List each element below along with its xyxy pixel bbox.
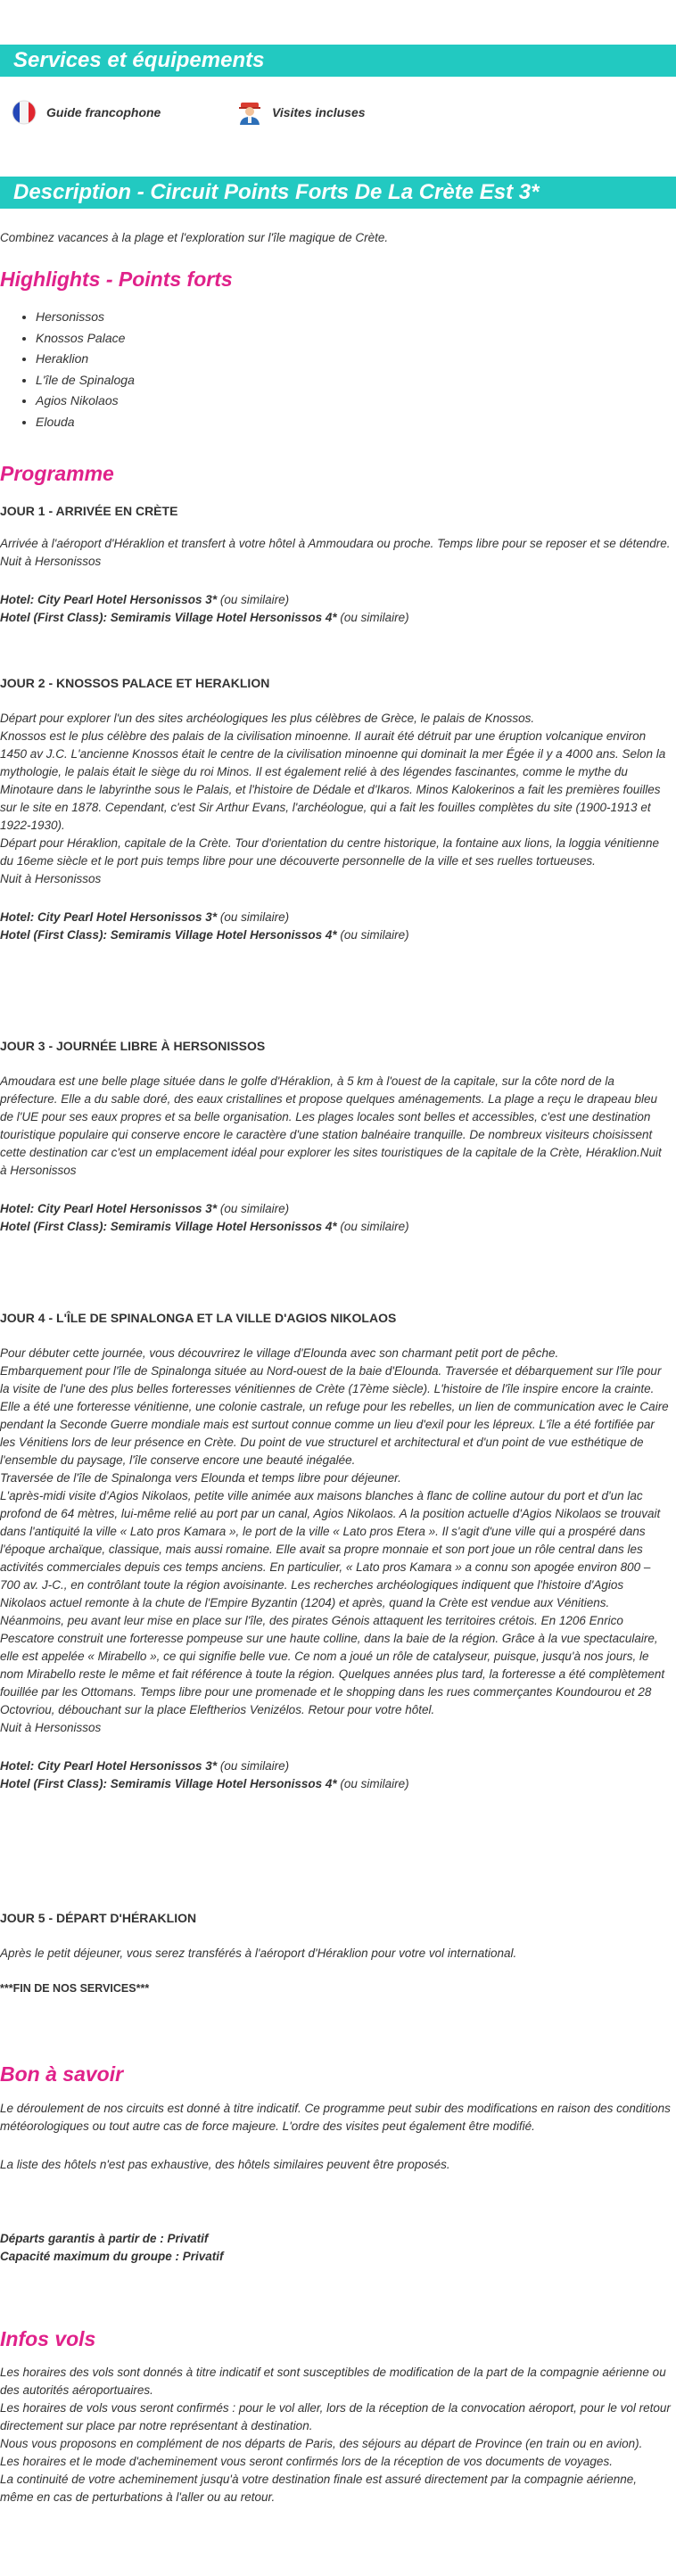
infos-vols-line: Les horaires et le mode d'acheminement vous seront confirmés lors de la réception de vos documents de voyages.	[0, 2455, 613, 2468]
hotel-line	[0, 926, 671, 944]
hotel-name: Hotel (First Class): Semiramis Village Hotel Hersonissos 4*	[0, 611, 337, 624]
bon-a-savoir-text: La liste des hôtels n'est pas exhaustive, des hôtels similaires peuvent être proposés.	[0, 2158, 450, 2171]
hotel-name: Hotel: City Pearl Hotel Hersonissos 3*	[0, 1202, 218, 1215]
day-1-body	[0, 535, 671, 627]
day-text: Arrivée à l'aéroport d'Héraklion et transfert à votre hôtel à Ammoudara ou proche. Temps libre pour se reposer et se détendre. Nuit à Hersonissos	[0, 537, 671, 568]
infos-vols-body	[0, 2364, 671, 2506]
or-similar: (ou similaire)	[336, 1777, 409, 1790]
day-text: Départ pour explorer l'un des sites archéologiques les plus célèbres de Grèce, le palais de Knossos.	[0, 712, 535, 725]
day-2-body	[0, 710, 671, 944]
infos-vols-line: Les horaires des vols sont donnés à titre indicatif et sont susceptibles de modification de la part de la compagnie aérienne ou des autorités aéroportuaires.	[0, 2366, 666, 2397]
day-1-title: JOUR 1 - ARRIVÉE EN CRÈTE	[0, 504, 178, 518]
service-visites-incluses	[236, 98, 366, 127]
hotel-name: Hotel (First Class): Semiramis Village Hotel Hersonissos 4*	[0, 1220, 337, 1233]
day-4-body	[0, 1345, 671, 1793]
capacite-maximum: Capacité maximum du groupe : Privatif	[0, 2250, 224, 2263]
infos-vols-line: Nous vous proposons en complément de nos départs de Paris, des séjours au départ de Province (en train ou en avion).	[0, 2437, 643, 2450]
day-4-title: JOUR 4 - L'ÎLE DE SPINALONGA ET LA VILLE D'AGIOS NIKOLAOS	[0, 1311, 397, 1325]
end-of-services-note: ***FIN DE NOS SERVICES***	[0, 1982, 150, 1995]
list-item: • Heraklion	[36, 349, 135, 370]
day-text: Amoudara est une belle plage située dans le golfe d'Héraklion, à 5 km à l'ouest de la capitale, sur la côte nord de la préfecture. Elle a du sable doré, des eaux cristallines et propose quelques aménagements. La plage a reçu le drapeau bleu de l'UE pour ses eaux propres et sa belle organisation. Les plages locales sont belles et accessibles, c'est une destination touristique populaire qui conserve encore le caractère d'une station balnéaire tranquille. De nombreux visiteurs choisissent cette destination car c'est un emplacement idéal pour explorer les sites touristiques de la capitale de la Crète, Héraklion.Nuit à Hersonissos	[0, 1074, 662, 1177]
day-2-title: JOUR 2 - KNOSSOS PALACE ET HERAKLION	[0, 676, 270, 690]
list-item: • Elouda	[36, 412, 135, 433]
hotel-name: Hotel: City Pearl Hotel Hersonissos 3*	[0, 910, 218, 924]
description-header: Description - Circuit Points Forts De La Crète Est 3*	[0, 177, 676, 209]
or-similar: (ou similaire)	[217, 593, 290, 606]
hotel-line	[0, 909, 671, 926]
day-5-body	[0, 1945, 671, 1963]
list-item: • Knossos Palace	[36, 328, 135, 350]
or-similar: (ou similaire)	[336, 1220, 409, 1233]
list-item: • Agios Nikolaos	[36, 391, 135, 412]
day-text: L'après-midi visite d'Agios Nikolaos, petite ville animée aux maisons blanches à flanc de colline autour du port et d'un lac profond de 64 mètres, lui-même relié au port par un canal, Agios Nikolaos. A la position actuelle d'Agios Nikolaos se trouvait dans l'antiquité la ville « Lato pros Kamara », le port de la ville « Lato pros Etera ». Il s'agit d'une ville qui a prospéré dans l'époque archaïque, classique, mais aussi romaine. Elle avait sa propre monnaie et son port joue un rôle central dans les activités commerciales depuis ces temps anciens. En particulier, « Lato pros Kamara » a connu son apogée environ 800 – 700 av. J-C., en contrôlant toute la région avoisinante. Les recherches archéologiques indiquent que l'histoire d'Agios Nikolaos actuel remonte à la chute de l'Empire Byzantin (1204) et après, quand la Crète est vendue aux Vénitiens. Néanmoins, peu avant leur mise en place sur l'île, des pirates Génois attaquent les territoires crétois. En 1206 Enrico Pescatore construit une forteresse pompeuse sur une haute colline, dans la baie de la région. Grâce à la vue spectaculaire, elle est appelée « Mirabello », ce qui signifie belle vue. Ce nom a joué un rôle de catalyseur, puisque, jusqu'à nos jours, le nom Mirabello reste le même et fait référence à toute la région. Quelques années plus tard, la forteresse a été complètement fouillée par les Ottomans. Temps libre pour une promenade et le shopping dans les rues commerçantes Koundourou et 28 Octovriou, débouchant sur la place Eleftherios Venizélos. Retour pour votre hôtel.	[0, 1489, 665, 1716]
day-text: Nuit à Hersonissos	[0, 1721, 102, 1734]
hotel-name: Hotel (First Class): Semiramis Village Hotel Hersonissos 4*	[0, 1777, 337, 1790]
day-text: Embarquement pour l'île de Spinalonga située au Nord-ouest de la baie d'Elounda. Traversée et débarquement sur l'île pour la visite de l'une des plus belles forteresses vénitiennes de Crète (17ème siècle). L'histoire de l'île inspire encore la crainte. Elle a été une forteresse vénitienne, une colonie castrale, un refuge pour les rebelles, un lien de communication avec le Caire pendant la Seconde Guerre mondiale mais est surtout connue comme un lieu d'exil pour les lépreux. L'île a été fortifiée par les Vénitiens lors de leur présence en Crète. Du point de vue structurel et architectural et d'un point de vue esthétique de l'ensemble du paysage, l'île conserve encore une beauté inégalée.	[0, 1364, 669, 1467]
hotel-name: Hotel (First Class): Semiramis Village Hotel Hersonissos 4*	[0, 928, 337, 942]
hotel-name: Hotel: City Pearl Hotel Hersonissos 3*	[0, 593, 218, 606]
day-text: Nuit à Hersonissos	[0, 872, 102, 885]
or-similar: (ou similaire)	[217, 1202, 290, 1215]
bon-a-savoir-body	[0, 2100, 671, 2174]
departs-garantis: Départs garantis à partir de : Privatif	[0, 2232, 209, 2245]
hotel-line	[0, 1775, 671, 1793]
list-item: • Hersonissos	[36, 307, 135, 328]
highlights-heading: Highlights - Points forts	[0, 267, 233, 291]
or-similar: (ou similaire)	[217, 910, 290, 924]
day-text: Après le petit déjeuner, vous serez transférés à l'aéroport d'Héraklion pour votre vol international.	[0, 1946, 517, 1960]
service-label: Visites incluses	[272, 105, 366, 119]
hotel-line	[0, 609, 671, 627]
service-label: Guide francophone	[46, 105, 161, 119]
list-item: • L'île de Spinaloga	[36, 370, 135, 391]
infos-vols-line: Les horaires de vols vous seront confirmés : pour le vol aller, lors de la réception de la convocation aéroport, pour le vol retour directement sur place par notre représentant à destination.	[0, 2401, 671, 2432]
hotel-line	[0, 1218, 671, 1236]
hotel-line	[0, 591, 671, 609]
bon-a-savoir-text: Le déroulement de nos circuits est donné à titre indicatif. Ce programme peut subir des modifications en raison des conditions météorologiques ou tout autre cas de force majeure. L'ordre des visites peut également être modifié.	[0, 2102, 671, 2133]
day-3-body	[0, 1073, 671, 1236]
day-text: Knossos est le plus célèbre des palais de la civilisation minoenne. Il aurait été détruit par une éruption volcanique environ 1450 av J.C. L'ancienne Knossos était le centre de la civilisation minoenne qui dominait la mer Égée il y a 4000 ans. Selon la mythologie, le palais était le siège du roi Minos. Il est également relié à des légendes fascinantes, comme le mythe du Minotaure dans le labyrinthe sous le Palais, et l'histoire de Dédale et d'Ikaros. Minos Kalokerinos a fait les premières fouilles sur le site en 1878. Cependant, c'est Sir Arthur Evans, l'archéologue, qui a fait les fouilles complètes du site (1900-1913 et 1922-1930).	[0, 729, 666, 832]
programme-heading: Programme	[0, 462, 114, 485]
france-flag-icon	[11, 99, 37, 126]
service-guide-francophone	[11, 98, 161, 127]
services-header: Services et équipements	[0, 45, 676, 77]
departure-info	[0, 2230, 671, 2266]
day-5-title: JOUR 5 - DÉPART D'HÉRAKLION	[0, 1911, 197, 1925]
hotel-line	[0, 1757, 671, 1775]
highlights-list	[18, 307, 135, 432]
day-3-title: JOUR 3 - JOURNÉE LIBRE À HERSONISSOS	[0, 1039, 266, 1053]
bon-a-savoir-heading: Bon à savoir	[0, 2062, 124, 2086]
or-similar: (ou similaire)	[336, 611, 409, 624]
day-text: Pour débuter cette journée, vous découvrirez le village d'Elounda avec son charmant petit port de pêche.	[0, 1346, 559, 1360]
day-text: Traversée de l'île de Spinalonga vers Elounda et temps libre pour déjeuner.	[0, 1471, 401, 1485]
guide-person-icon	[236, 99, 263, 126]
description-intro: Combinez vacances à la plage et l'exploration sur l'île magique de Crète.	[0, 231, 389, 244]
or-similar: (ou similaire)	[217, 1759, 290, 1773]
infos-vols-heading: Infos vols	[0, 2327, 96, 2350]
hotel-name: Hotel: City Pearl Hotel Hersonissos 3*	[0, 1759, 218, 1773]
day-text: Départ pour Héraklion, capitale de la Crète. Tour d'orientation du centre historique, la fontaine aux lions, la loggia vénitienne du 16eme siècle et le port puis temps libre pour une découverte personnelle de la ville et ses ruelles tortueuses.	[0, 836, 660, 868]
or-similar: (ou similaire)	[336, 928, 409, 942]
hotel-line	[0, 1200, 671, 1218]
infos-vols-line: La continuité de votre acheminement jusqu'à votre destination finale est assuré directement par la compagnie aérienne, même en cas de perturbations à l'aller ou au retour.	[0, 2473, 638, 2504]
